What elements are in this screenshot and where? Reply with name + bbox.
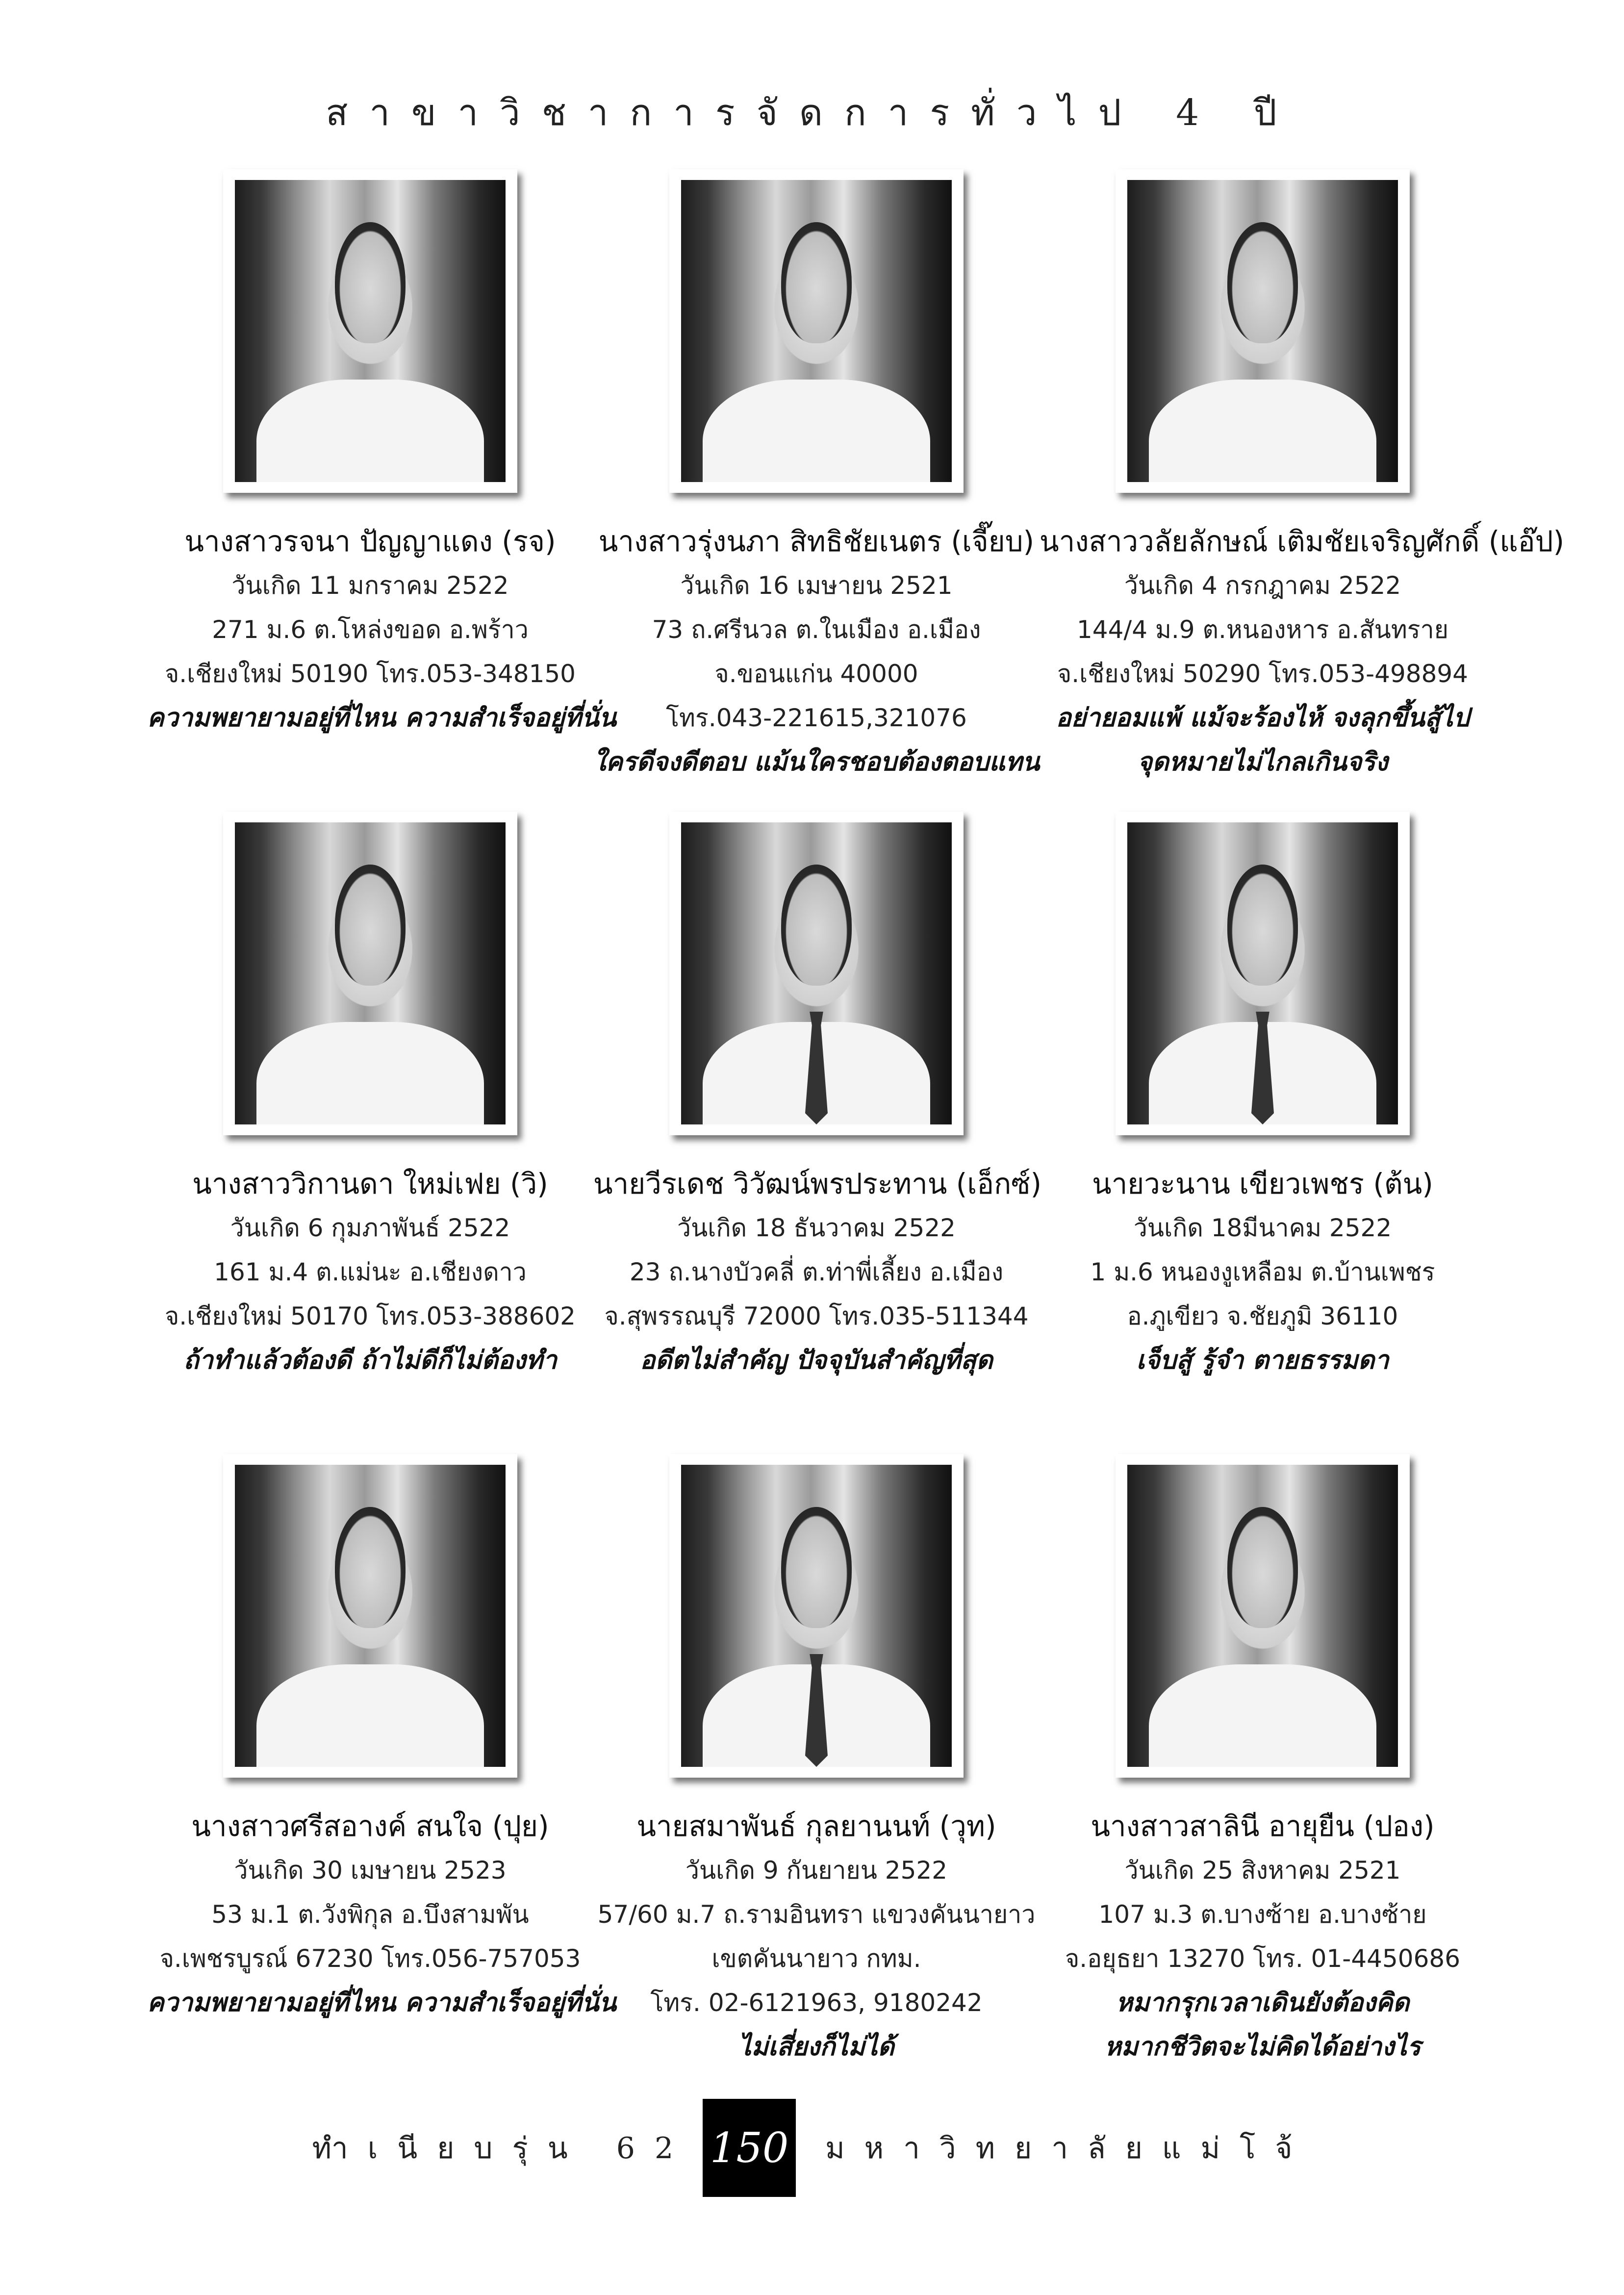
student-info-line: เขตคันนายาว กทม. <box>711 1944 921 1973</box>
student-info-line: จ.เพชรบูรณ์ 67230 โทร.056-757053 <box>159 1944 581 1973</box>
student-info-line: จ.เชียงใหม่ 50290 โทร.053-498894 <box>1057 660 1468 688</box>
student-info-line: 53 ม.1 ต.วังพิกุล อ.บึงสามพัน <box>211 1900 529 1929</box>
student-name: นางสาววิกานดา ใหม่เฟย (วิ) <box>192 1167 548 1200</box>
student-info-line: วันเกิด 9 กันยายน 2522 <box>685 1856 948 1885</box>
student-info-line: จ.เชียงใหม่ 50170 โทร.053-388602 <box>164 1302 576 1330</box>
student-motto: ถ้าทำแล้วต้องดี ถ้าไม่ดีก็ไม่ต้องทำ <box>183 1346 557 1375</box>
student-motto: ไม่เสี่ยงก็ไม่ได้ <box>738 2032 894 2062</box>
student-info-line: 57/60 ม.7 ถ.รามอินทรา แขวงคันนายาว <box>597 1900 1036 1929</box>
page-title: สาขาวิชาการจัดการทั่วไป 4 ปี <box>326 92 1298 134</box>
student-name: นางสาวรจนา ปัญญาแดง (รจ) <box>184 525 556 558</box>
student-info-line: 271 ม.6 ต.โหล่งขอด อ.พร้าว <box>212 615 529 644</box>
student-photo <box>1116 1454 1410 1778</box>
student-info-line: 144/4 ม.9 ต.หนองหาร อ.สันทราย <box>1076 615 1449 644</box>
student-name: นายวีรเดช วิวัฒน์พรประทาน (เอ็กซ์) <box>593 1167 1042 1200</box>
student-info-line: 23 ถ.นางบัวคลี่ ต.ท่าพี่เลี้ยง อ.เมือง <box>629 1258 1004 1286</box>
student-info-line: โทร.043-221615,321076 <box>666 704 967 732</box>
student-card <box>147 1454 617 2082</box>
student-motto: หมากรุกเวลาเดินยังต้องคิด <box>1116 1988 1410 2017</box>
student-info-line: จ.เชียงใหม่ 50190 โทร.053-348150 <box>164 660 576 688</box>
page-footer <box>0 2099 1624 2197</box>
student-info-line: 73 ถ.ศรีนวล ต.ในเมือง อ.เมือง <box>652 615 981 644</box>
student-photo <box>1116 812 1410 1135</box>
student-motto: ความพยายามอยู่ที่ไหน ความสำเร็จอยู่ที่นั่น <box>147 1988 617 2017</box>
student-motto: ความพยายามอยู่ที่ไหน ความสำเร็จอยู่ที่นั่น <box>147 703 617 733</box>
student-info-line: วันเกิด 4 กรกฎาคม 2522 <box>1124 571 1401 600</box>
student-info-line: วันเกิด 25 สิงหาคม 2521 <box>1124 1856 1401 1885</box>
student-motto: เจ็บสู้ รู้จำ ตายธรรมดา <box>1136 1346 1389 1375</box>
student-card <box>1040 812 1486 1454</box>
footer-university-label: มหาวิทยาลัยแม่โจ้ <box>825 2131 1312 2166</box>
student-motto: จุดหมายไม่ไกลเกินจริง <box>1137 747 1388 777</box>
student-motto: หมากชีวิตจะไม่คิดได้อย่างไร <box>1104 2032 1421 2062</box>
student-name: นางสาวสาลินี อายุยืน (ปอง) <box>1091 1810 1435 1843</box>
student-photo <box>223 169 517 493</box>
student-photo <box>669 812 964 1135</box>
page-number: 150 <box>703 2099 796 2197</box>
student-photo <box>669 1454 964 1778</box>
student-motto: ใครดีจงดีตอบ แม้นใครชอบต้องตอบแทน <box>593 747 1040 777</box>
student-name: นายวะนาน เขียวเพชร (ต้น) <box>1092 1167 1433 1200</box>
student-info-line: จ.สุพรรณบุรี 72000 โทร.035-511344 <box>604 1302 1029 1330</box>
student-name: นางสาวรุ่งนภา สิทธิชัยเนตร (เจี๊ยบ) <box>598 525 1035 558</box>
student-motto: อย่ายอมแพ้ แม้จะร้องไห้ จงลุกขึ้นสู้ไป <box>1056 703 1470 733</box>
student-photo <box>1116 169 1410 493</box>
student-photo <box>669 169 964 493</box>
student-card <box>593 1454 1040 2082</box>
student-grid <box>147 169 1565 2082</box>
student-photo <box>223 1454 517 1778</box>
student-info-line: 161 ม.4 ต.แม่นะ อ.เชียงดาว <box>214 1258 527 1286</box>
student-name: นายสมาพันธ์ กุลยานนท์ (วุท) <box>636 1810 996 1843</box>
student-info-line: จ.ขอนแก่น 40000 <box>714 660 918 688</box>
student-info-line: 107 ม.3 ต.บางซ้าย อ.บางซ้าย <box>1098 1900 1427 1929</box>
student-card <box>593 169 1040 812</box>
student-card <box>1040 169 1565 812</box>
student-info-line: โทร. 02-6121963, 9180242 <box>650 1989 983 2017</box>
footer-yearbook-label: ทำเนียบรุ่น 62 <box>312 2131 693 2166</box>
student-info-line: 1 ม.6 หนองงูเหลือม ต.บ้านเพชร <box>1090 1258 1435 1286</box>
student-info-line: วันเกิด 16 เมษายน 2521 <box>680 571 953 600</box>
student-card <box>1040 1454 1486 2082</box>
student-name: นางสาวศรีสอางค์ สนใจ (ปุย) <box>191 1810 549 1843</box>
student-card <box>147 812 593 1454</box>
student-name: นางสาววลัยลักษณ์ เติมชัยเจริญศักดิ์ (แอ๊ป) <box>1040 525 1565 558</box>
student-info-line: จ.อยุธยา 13270 โทร. 01-4450686 <box>1065 1944 1461 1973</box>
student-info-line: วันเกิด 18 ธันวาคม 2522 <box>677 1214 956 1242</box>
student-info-line: วันเกิด 30 เมษายน 2523 <box>234 1856 507 1885</box>
student-info-line: วันเกิด 6 กุมภาพันธ์ 2522 <box>230 1214 510 1242</box>
student-card <box>593 812 1040 1454</box>
student-info-line: อ.ภูเขียว จ.ชัยภูมิ 36110 <box>1127 1302 1398 1330</box>
student-info-line: วันเกิด 18มีนาคม 2522 <box>1133 1214 1392 1242</box>
student-photo <box>223 812 517 1135</box>
student-info-line: วันเกิด 11 มกราคม 2522 <box>231 571 509 600</box>
student-motto: อดีตไม่สำคัญ ปัจจุบันสำคัญที่สุด <box>640 1346 993 1375</box>
student-card <box>147 169 617 812</box>
